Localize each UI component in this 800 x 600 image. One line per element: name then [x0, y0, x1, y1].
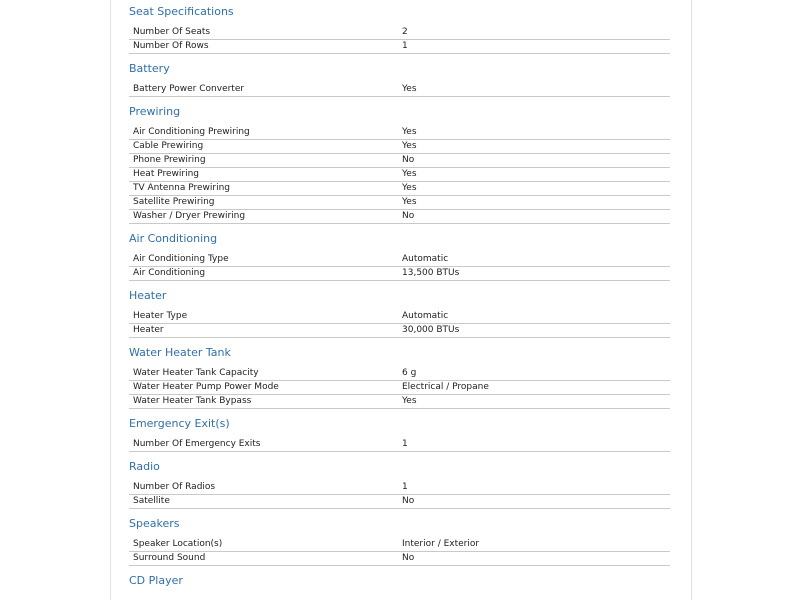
spec-label: Surround Sound — [133, 553, 206, 563]
section-title: Radio — [129, 460, 160, 473]
spec-row — [129, 210, 670, 224]
spec-row — [129, 438, 670, 452]
spec-row — [129, 481, 670, 495]
spec-row — [129, 267, 670, 281]
spec-row — [129, 196, 670, 210]
section-title: CD Player — [129, 574, 183, 587]
spec-value: 1 — [402, 439, 408, 449]
section-title: Heater — [129, 289, 167, 302]
spec-value: Automatic — [402, 311, 449, 321]
spec-label: Satellite — [133, 496, 170, 506]
spec-label: Number Of Rows — [133, 41, 209, 51]
section-title: Seat Specifications — [129, 5, 234, 18]
spec-table — [129, 481, 670, 509]
section-battery — [129, 62, 670, 97]
spec-row — [129, 495, 670, 509]
spec-value: Electrical / Propane — [402, 382, 489, 392]
section-cd-player — [129, 574, 670, 588]
spec-row — [129, 395, 670, 409]
spec-row — [129, 126, 670, 140]
spec-row — [129, 324, 670, 338]
spec-row — [129, 83, 670, 97]
spec-value: 30,000 BTUs — [402, 325, 460, 335]
spec-row — [129, 168, 670, 182]
spec-value: 2 — [402, 27, 408, 37]
spec-value: No — [402, 553, 415, 563]
section-title: Air Conditioning — [129, 232, 218, 245]
spec-value: Interior / Exterior — [402, 539, 480, 549]
section-title: Speakers — [129, 517, 180, 530]
spec-row — [129, 40, 670, 54]
spec-value: No — [402, 155, 415, 165]
section-title: Prewiring — [129, 105, 181, 118]
section-title: Water Heater Tank — [129, 346, 231, 359]
section-prewiring — [129, 105, 670, 224]
spec-label: Number Of Emergency Exits — [133, 439, 261, 449]
section-title: Battery — [129, 62, 170, 75]
spec-table — [129, 126, 670, 224]
specifications-list — [129, 5, 670, 595]
spec-row — [129, 253, 670, 267]
spec-label: Battery Power Converter — [133, 84, 245, 94]
spec-label: Air Conditioning Type — [133, 254, 229, 264]
spec-label: Cable Prewiring — [133, 141, 204, 151]
spec-value: Yes — [402, 84, 417, 94]
spec-label: Heater — [133, 325, 164, 335]
spec-value: 1 — [402, 482, 408, 492]
section-water-heater-tank — [129, 346, 670, 409]
spec-row — [129, 154, 670, 168]
specifications-panel — [110, 0, 692, 600]
spec-row — [129, 552, 670, 566]
spec-row — [129, 367, 670, 381]
spec-label: Phone Prewiring — [133, 155, 206, 165]
spec-label: Air Conditioning — [133, 268, 206, 278]
spec-value: Yes — [402, 169, 417, 179]
spec-table — [129, 538, 670, 566]
spec-value: Yes — [402, 197, 417, 207]
spec-label: TV Antenna Prewiring — [133, 183, 231, 193]
spec-label: Washer / Dryer Prewiring — [133, 211, 246, 221]
spec-value: Automatic — [402, 254, 449, 264]
section-speakers — [129, 517, 670, 566]
spec-label: Water Heater Tank Capacity — [133, 368, 259, 378]
spec-row — [129, 310, 670, 324]
spec-value: Yes — [402, 183, 417, 193]
spec-row — [129, 538, 670, 552]
spec-label: Water Heater Tank Bypass — [133, 396, 252, 406]
spec-value: Yes — [402, 127, 417, 137]
section-radio — [129, 460, 670, 509]
spec-label: Satellite Prewiring — [133, 197, 215, 207]
spec-table — [129, 310, 670, 338]
spec-row — [129, 140, 670, 154]
spec-value: Yes — [402, 141, 417, 151]
spec-label: Heat Prewiring — [133, 169, 199, 179]
spec-label: Water Heater Pump Power Mode — [133, 382, 279, 392]
spec-value: No — [402, 496, 415, 506]
spec-table — [129, 438, 670, 452]
spec-row — [129, 381, 670, 395]
spec-table — [129, 26, 670, 54]
section-title: Emergency Exit(s) — [129, 417, 230, 430]
section-heater — [129, 289, 670, 338]
section-emergency-exits — [129, 417, 670, 452]
spec-label: Air Conditioning Prewiring — [133, 127, 250, 137]
spec-table — [129, 367, 670, 409]
spec-value: Yes — [402, 396, 417, 406]
spec-table — [129, 253, 670, 281]
spec-row — [129, 182, 670, 196]
spec-value: 6 g — [402, 368, 417, 378]
section-seat-specifications — [129, 5, 670, 54]
spec-label: Number Of Seats — [133, 27, 211, 37]
spec-label: Number Of Radios — [133, 482, 216, 492]
spec-value: 13,500 BTUs — [402, 268, 460, 278]
spec-table — [129, 83, 670, 97]
spec-label: Speaker Location(s) — [133, 539, 223, 549]
spec-row — [129, 26, 670, 40]
section-air-conditioning — [129, 232, 670, 281]
spec-label: Heater Type — [133, 311, 188, 321]
spec-value: 1 — [402, 41, 408, 51]
spec-value: No — [402, 211, 415, 221]
